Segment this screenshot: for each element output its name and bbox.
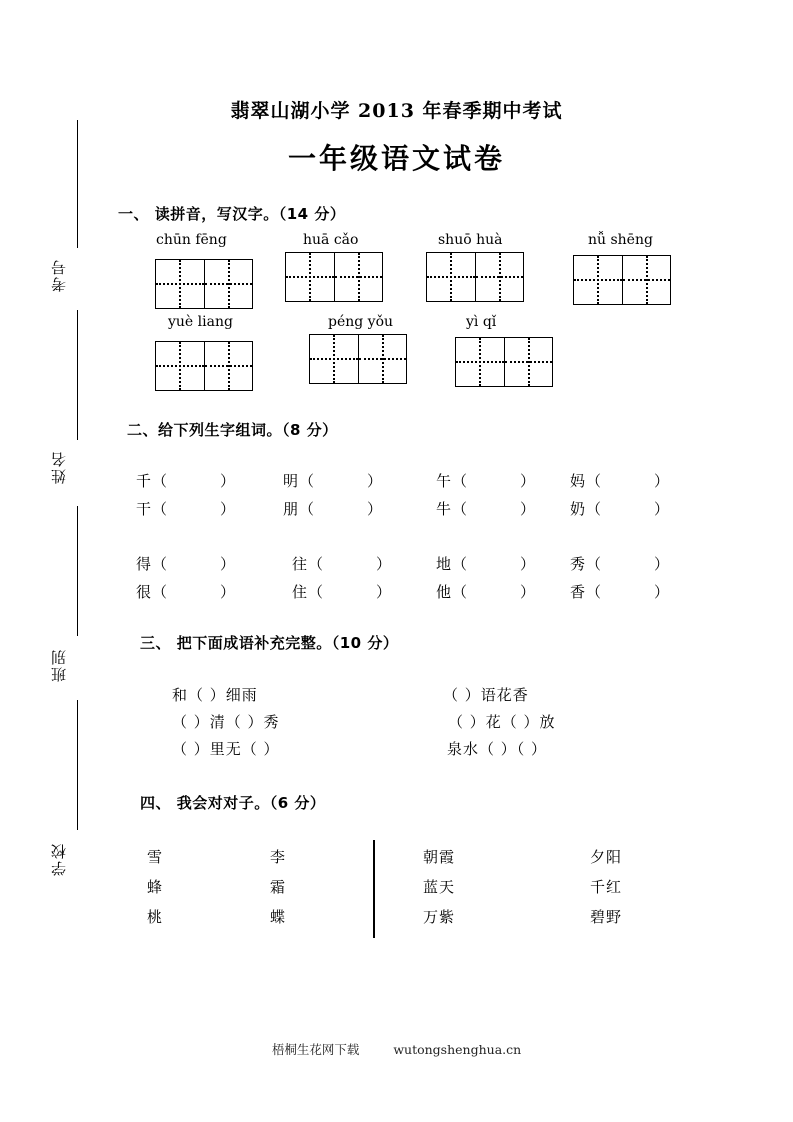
pair-word-left[interactable]: 雪 [147,848,164,866]
pair-word-right[interactable]: 碧野 [590,908,623,926]
tianzige-cell[interactable] [204,260,252,308]
pair-word-left[interactable]: 万紫 [423,908,456,926]
zuci-close: ） [220,500,236,518]
zuci-item[interactable] [570,498,669,519]
idiom-blank[interactable]: （ ）清（ ）秀 [172,713,280,731]
tianzige-cell[interactable] [204,342,252,390]
tianzige-group[interactable] [426,252,524,302]
zuci-close: ） [520,500,536,518]
zuci-close: ） [520,555,536,573]
tianzige-group[interactable] [155,341,253,391]
tianzige-group[interactable] [455,337,553,387]
section-4-heading: 四、 我会对对子。（6 分） [140,794,326,812]
zuci-item[interactable] [136,581,235,602]
zuci-char: 千（ [136,472,169,490]
tianzige-cell[interactable] [156,260,204,308]
tianzige-group[interactable] [309,334,407,384]
tianzige-cell[interactable] [310,335,358,383]
tianzige-cell[interactable] [286,253,334,301]
margin-label-exam-number: 考号 [50,258,68,292]
pinyin-label: péng yǒu [328,314,394,330]
zuci-item[interactable] [570,553,669,574]
zuci-item[interactable] [436,498,535,519]
exam-title: 翡翠山湖小学 2013 年春季期中考试 [230,100,563,122]
footer [0,1040,793,1058]
zuci-char: 香（ [570,583,603,601]
zuci-close: ） [520,583,536,601]
zuci-char: 很（ [136,583,169,601]
zuci-close: ） [367,472,383,490]
zuci-char: 地（ [436,555,469,573]
zuci-item[interactable] [436,470,535,491]
zuci-close: ） [376,555,392,573]
idiom-blank[interactable]: 和（ ）细雨 [172,686,258,704]
pair-word-left[interactable]: 桃 [147,908,164,926]
zuci-close: ） [220,472,236,490]
margin-rule [77,310,78,440]
pinyin-label: chūn fēng [156,232,227,248]
zuci-close: ） [367,500,383,518]
zuci-char: 妈（ [570,472,603,490]
zuci-item[interactable] [436,553,535,574]
pair-column-divider [373,840,375,938]
zuci-char: 秀（ [570,555,603,573]
tianzige-cell[interactable] [358,335,406,383]
margin-label-school: 学校 [50,842,68,876]
pinyin-label: shuō huà [438,232,503,248]
zuci-char: 牛（ [436,500,469,518]
pair-word-right[interactable]: 夕阳 [590,848,623,866]
footer-site: wutongshenghua.cn [393,1042,522,1057]
zuci-item[interactable] [436,581,535,602]
paper-title: 一年级语文试卷 [287,142,505,175]
pinyin-label: yì qǐ [466,314,497,330]
idiom-blank[interactable]: （ ）语花香 [443,686,529,704]
section-3-heading: 三、 把下面成语补充完整。（10 分） [140,634,399,652]
pair-word-right[interactable]: 蝶 [270,908,287,926]
zuci-item[interactable] [136,553,235,574]
tianzige-group[interactable] [285,252,383,302]
zuci-close: ） [654,583,670,601]
title-block [0,96,793,177]
tianzige-cell[interactable] [334,253,382,301]
pinyin-label: nǚ shēng [588,232,653,248]
margin-label-name: 姓名 [50,450,68,484]
zuci-char: 干（ [136,500,169,518]
zuci-char: 午（ [436,472,469,490]
pair-word-right[interactable]: 千红 [590,878,623,896]
pair-word-right[interactable]: 李 [270,848,287,866]
section-1-heading: 一、 读拼音，写汉字。（14 分） [118,205,346,223]
zuci-char: 他（ [436,583,469,601]
idiom-blank[interactable]: 泉水（ ）（ ） [447,740,548,758]
pair-word-right[interactable]: 霜 [270,878,287,896]
zuci-close: ） [654,555,670,573]
zuci-close: ） [654,472,670,490]
tianzige-group[interactable] [573,255,671,305]
tianzige-cell[interactable] [504,338,552,386]
pair-word-left[interactable]: 朝霞 [423,848,456,866]
zuci-item[interactable] [136,498,235,519]
zuci-close: ） [376,583,392,601]
margin-label-class: 班别 [50,648,68,682]
pair-word-left[interactable]: 蜂 [147,878,164,896]
zuci-char: 朋（ [283,500,316,518]
zuci-char: 明（ [283,472,316,490]
pinyin-label: yuè liang [168,314,233,330]
tianzige-cell[interactable] [456,338,504,386]
zuci-char: 得（ [136,555,169,573]
zuci-close: ） [220,583,236,601]
idiom-blank[interactable]: （ ）里无（ ） [172,740,280,758]
footer-source: 梧桐生花网下载 [271,1042,360,1057]
zuci-close: ） [520,472,536,490]
tianzige-cell[interactable] [574,256,622,304]
zuci-close: ） [220,555,236,573]
zuci-char: 往（ [292,555,325,573]
zuci-item[interactable] [570,581,669,602]
zuci-close: ） [654,500,670,518]
zuci-item[interactable] [292,581,391,602]
zuci-item[interactable] [136,470,235,491]
zuci-char: 奶（ [570,500,603,518]
tianzige-cell[interactable] [156,342,204,390]
margin-rule [77,506,78,636]
zuci-item[interactable] [283,470,382,491]
margin-rule [77,700,78,830]
pinyin-label: huā cǎo [303,232,359,248]
pair-word-left[interactable]: 蓝天 [423,878,456,896]
section-2-heading: 二、给下列生字组词。（8 分） [127,421,338,439]
tianzige-cell[interactable] [475,253,523,301]
zuci-item[interactable] [283,498,382,519]
zuci-item[interactable] [292,553,391,574]
tianzige-cell[interactable] [622,256,670,304]
zuci-item[interactable] [570,470,669,491]
tianzige-cell[interactable] [427,253,475,301]
tianzige-group[interactable] [155,259,253,309]
idiom-blank[interactable]: （ ）花（ ）放 [448,713,556,731]
zuci-char: 住（ [292,583,325,601]
student-info-margin [48,120,92,930]
